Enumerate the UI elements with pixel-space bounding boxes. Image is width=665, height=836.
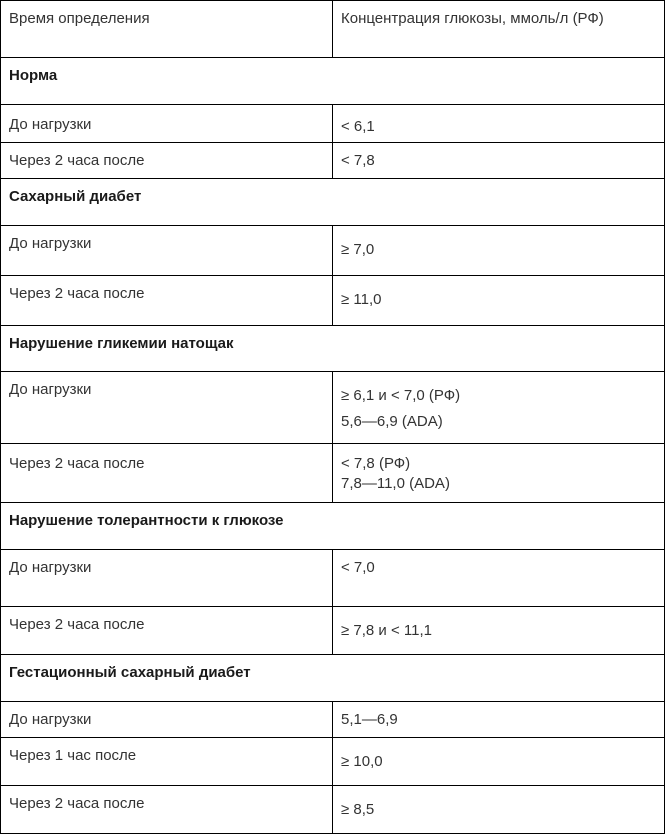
value-line: 5,6—6,9 (ADA) — [341, 413, 443, 430]
value-line: 7,8—11,0 (ADA) — [341, 475, 450, 492]
value-cell: ≥ 8,5 — [333, 786, 665, 834]
time-cell: Через 1 час после — [1, 738, 333, 786]
time-cell: Через 2 часа после — [1, 444, 333, 503]
section-title: Норма — [1, 58, 665, 105]
table-row — [1, 276, 665, 326]
section-title: Гестационный сахарный диабет — [1, 655, 665, 702]
time-cell: Через 2 часа после — [1, 276, 333, 326]
value-cell: < 6,1 — [333, 105, 665, 143]
section-header-row — [1, 326, 665, 372]
value-cell: ≥ 7,8 и < 11,1 — [333, 607, 665, 655]
time-cell: Через 2 часа после — [1, 607, 333, 655]
table-row — [1, 786, 665, 834]
table-row — [1, 143, 665, 179]
table-row — [1, 702, 665, 738]
value-cell: ≥ 10,0 — [333, 738, 665, 786]
time-cell: До нагрузки — [1, 226, 333, 276]
table-row — [1, 738, 665, 786]
value-cell — [333, 444, 665, 503]
time-cell: До нагрузки — [1, 702, 333, 738]
value-cell — [333, 372, 665, 444]
section-title: Нарушение гликемии натощак — [1, 326, 665, 372]
section-title: Нарушение толерантности к глюкозе — [1, 503, 665, 550]
section-header-row — [1, 503, 665, 550]
header-time-column: Время определения — [1, 1, 333, 58]
time-cell: До нагрузки — [1, 372, 333, 444]
time-cell: Через 2 часа после — [1, 786, 333, 834]
time-cell: До нагрузки — [1, 550, 333, 607]
time-cell: Через 2 часа после — [1, 143, 333, 179]
table-header-row — [1, 1, 665, 58]
section-header-row — [1, 655, 665, 702]
table-row — [1, 105, 665, 143]
value-cell: < 7,8 — [333, 143, 665, 179]
table-row — [1, 226, 665, 276]
table-row — [1, 550, 665, 607]
section-header-row — [1, 58, 665, 105]
table-row — [1, 607, 665, 655]
value-cell: ≥ 7,0 — [333, 226, 665, 276]
table-row — [1, 444, 665, 503]
header-concentration-column: Концентрация глюкозы, ммоль/л (РФ) — [333, 1, 665, 58]
section-title: Сахарный диабет — [1, 179, 665, 226]
table-row — [1, 372, 665, 444]
value-line: ≥ 6,1 и < 7,0 (РФ) — [341, 387, 461, 404]
time-cell: До нагрузки — [1, 105, 333, 143]
value-cell: < 7,0 — [333, 550, 665, 607]
value-cell: 5,1—6,9 — [333, 702, 665, 738]
section-header-row — [1, 179, 665, 226]
value-line: < 7,8 (РФ) — [341, 455, 411, 472]
value-cell: ≥ 11,0 — [333, 276, 665, 326]
